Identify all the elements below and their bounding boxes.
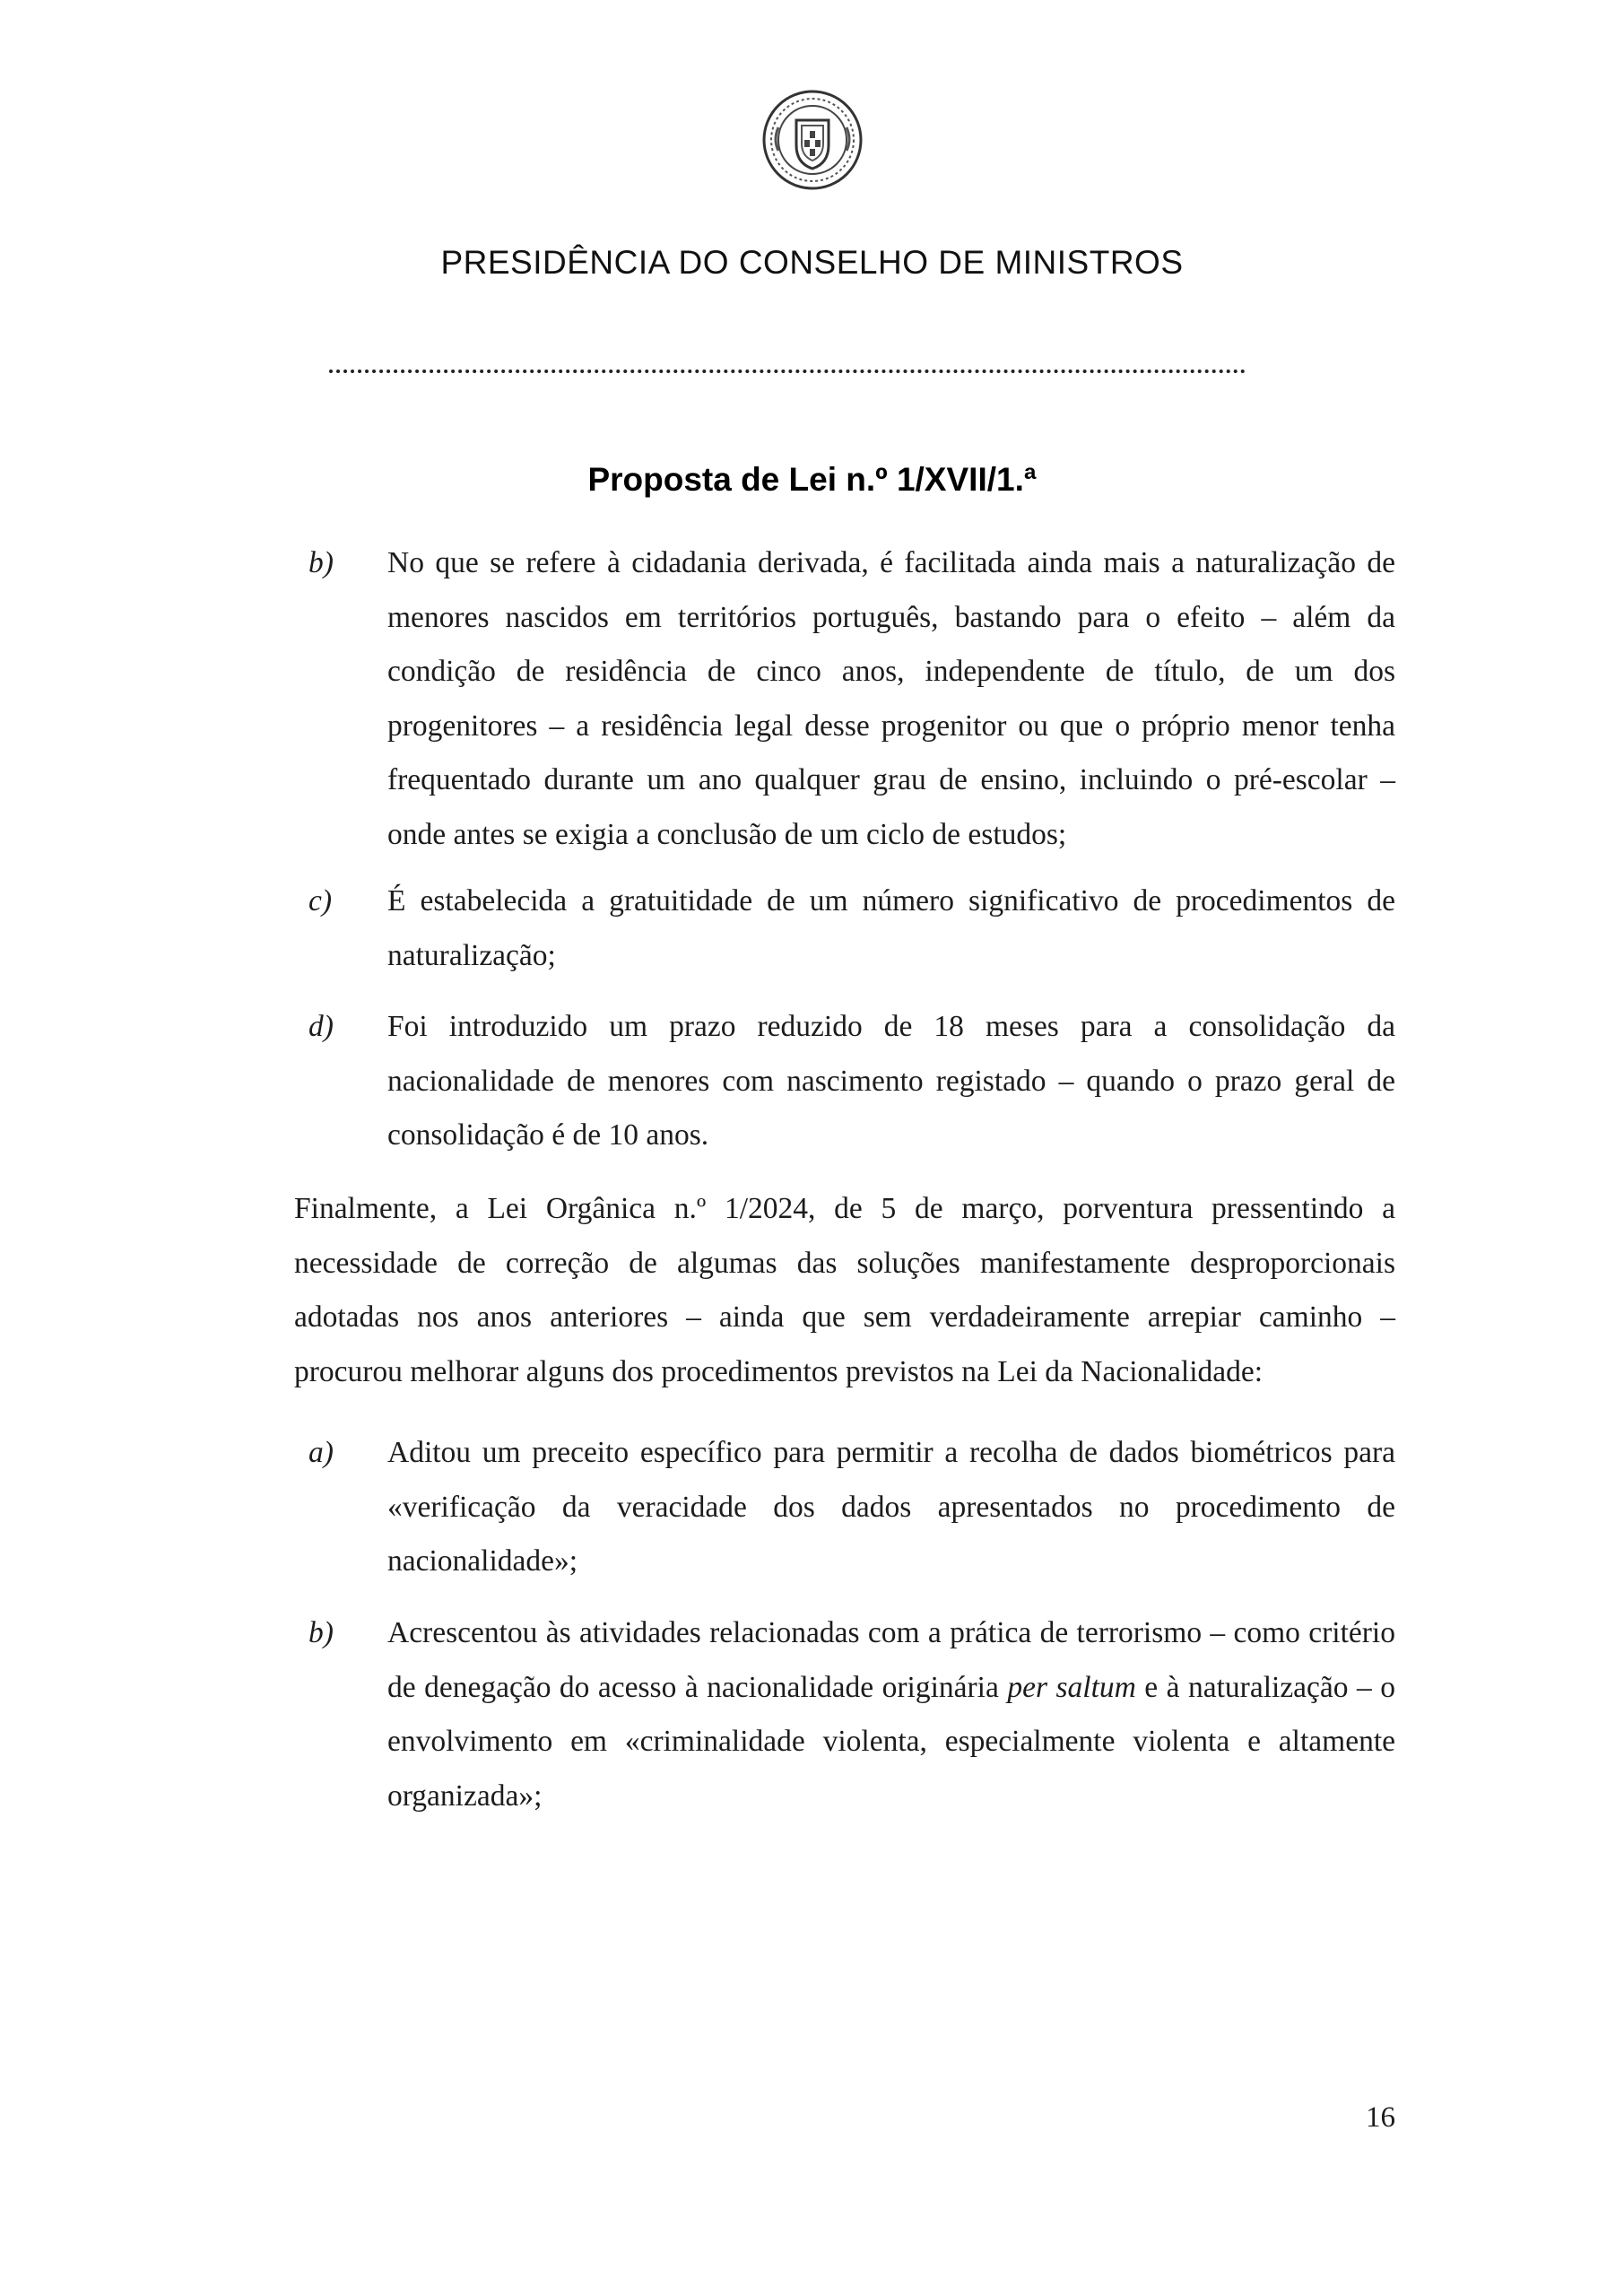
list-item: Aditou um preceito específico para permitir a recolha de dados biométricos para «verificação da veracidade dos dados apresentados no procedimento de nacionalidade»; [387, 1436, 1395, 1578]
page-number: 16 [1366, 2101, 1395, 2134]
coat-of-arms-seal-icon [760, 88, 864, 192]
list-item-text: e à naturalização – o envolvimento em «criminalidade violenta, especialmente violenta e altamente organizada»; [387, 1670, 1395, 1813]
document-title: Proposta de Lei n.º 1/XVII/1.ª [587, 461, 1037, 498]
latin-term: per saltum [1007, 1670, 1136, 1704]
list-item: Foi introduzido um prazo reduzido de 18 meses para a consolidação da nacionalidade de menores com nascimento registado – quando o prazo geral de consolidação é de 10 anos. [387, 1010, 1395, 1152]
list-item [387, 1606, 1395, 1823]
list-marker: d) [308, 1010, 334, 1043]
body-paragraph: Finalmente, a Lei Orgânica n.º 1/2024, de 5 de março, porventura pressentindo a necessidade de correção de algumas das soluções manifestamente desproporcionais adotadas nos anos anteriores – ainda que sem verdadeiramente arrepiar caminho – procurou melhorar alguns dos procedimentos previstos na Lei da Nacionalidade: [294, 1192, 1395, 1388]
institution-header: PRESIDÊNCIA DO CONSELHO DE MINISTROS [440, 244, 1184, 281]
list-marker: b) [308, 1616, 334, 1649]
header-dotted-divider [329, 370, 1246, 373]
list-marker: b) [308, 546, 334, 579]
list-item: É estabelecida a gratuitidade de um número significativo de procedimentos de naturalização; [387, 884, 1395, 972]
list-marker: c) [308, 884, 333, 918]
list-item: No que se refere à cidadania derivada, é facilitada ainda mais a naturalização de menores nascidos em territórios português, bastando para o efeito – além da condição de residência de cinco anos, independente de título, de um dos progenitores – a residência legal desse progenitor ou que o próprio menor tenha frequentado durante um ano qualquer grau de ensino, incluindo o pré-escolar – onde antes se exigia a conclusão de um ciclo de estudos; [387, 546, 1395, 851]
list-item-text: Acrescentou às atividades relacionadas com a prática de terrorismo – como critério de denegação do acesso à nacionalidade originária [387, 1616, 1395, 1704]
list-marker: a) [308, 1436, 334, 1469]
